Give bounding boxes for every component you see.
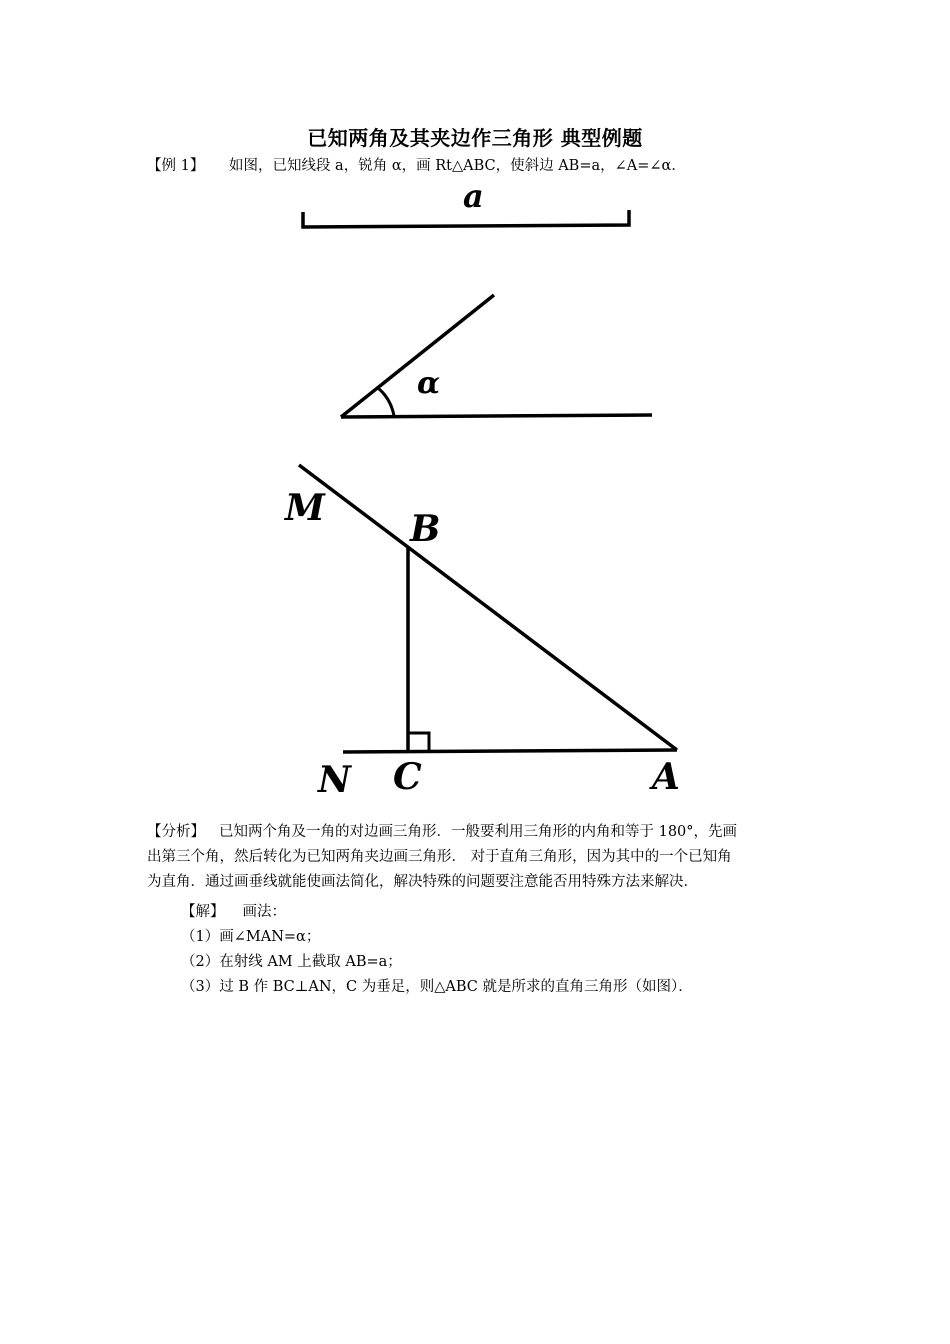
solution-step-2: （2）在射线 AM 上截取 AB=a； (181, 954, 402, 970)
analysis-line-2: 出第三个角，然后转化为已知两角夹边画三角形． 对于直角三角形，因为其中的一个已知角 (147, 849, 732, 865)
analysis-tag: 【分析】 (147, 824, 205, 840)
angle-alpha-figure (341, 295, 652, 417)
right-angle-mark (408, 733, 429, 751)
solution-header (181, 900, 286, 921)
label-A: A (652, 756, 680, 798)
ray-AN (343, 750, 677, 752)
analysis-paragraph (147, 820, 807, 895)
analysis-line-1-text: 已知两个角及一角的对边画三角形．一般要利用三角形的内角和等于 180°，先画 (219, 824, 738, 840)
page-title: 已知两角及其夹边作三角形 典型例题 (307, 126, 643, 150)
example-text: 如图，已知线段 a，锐角 α，画 Rt△ABC，使斜边 AB=a，∠A=∠α． (228, 158, 686, 174)
angle-ray-lower (341, 415, 652, 417)
label-M: M (285, 487, 325, 529)
segment-a-figure (303, 177, 629, 227)
angle-arc (378, 388, 394, 416)
solution-heading: 画法： (242, 904, 286, 920)
analysis-line-3: 为直角．通过画垂线就能使画法简化，解决特殊的问题要注意能否用特殊方法来解决． (147, 874, 698, 890)
solution-tag: 【解】 (181, 904, 225, 920)
example-tag: 【例 1】 (147, 158, 205, 174)
label-N: N (318, 759, 351, 801)
triangle-figure (283, 465, 680, 801)
label-B: B (410, 508, 441, 550)
angle-alpha-label: α (417, 366, 441, 401)
segment-a-label: a (463, 177, 484, 215)
solution-step-3: （3）过 B 作 BC⊥AN，C 为垂足，则△ABC 就是所求的直角三角形（如图）． (181, 979, 693, 995)
solution-step-1: （1）画∠MAN=α； (181, 929, 321, 945)
analysis-line-1 (147, 820, 807, 845)
ray-AM (299, 465, 677, 750)
label-C: C (393, 756, 422, 798)
